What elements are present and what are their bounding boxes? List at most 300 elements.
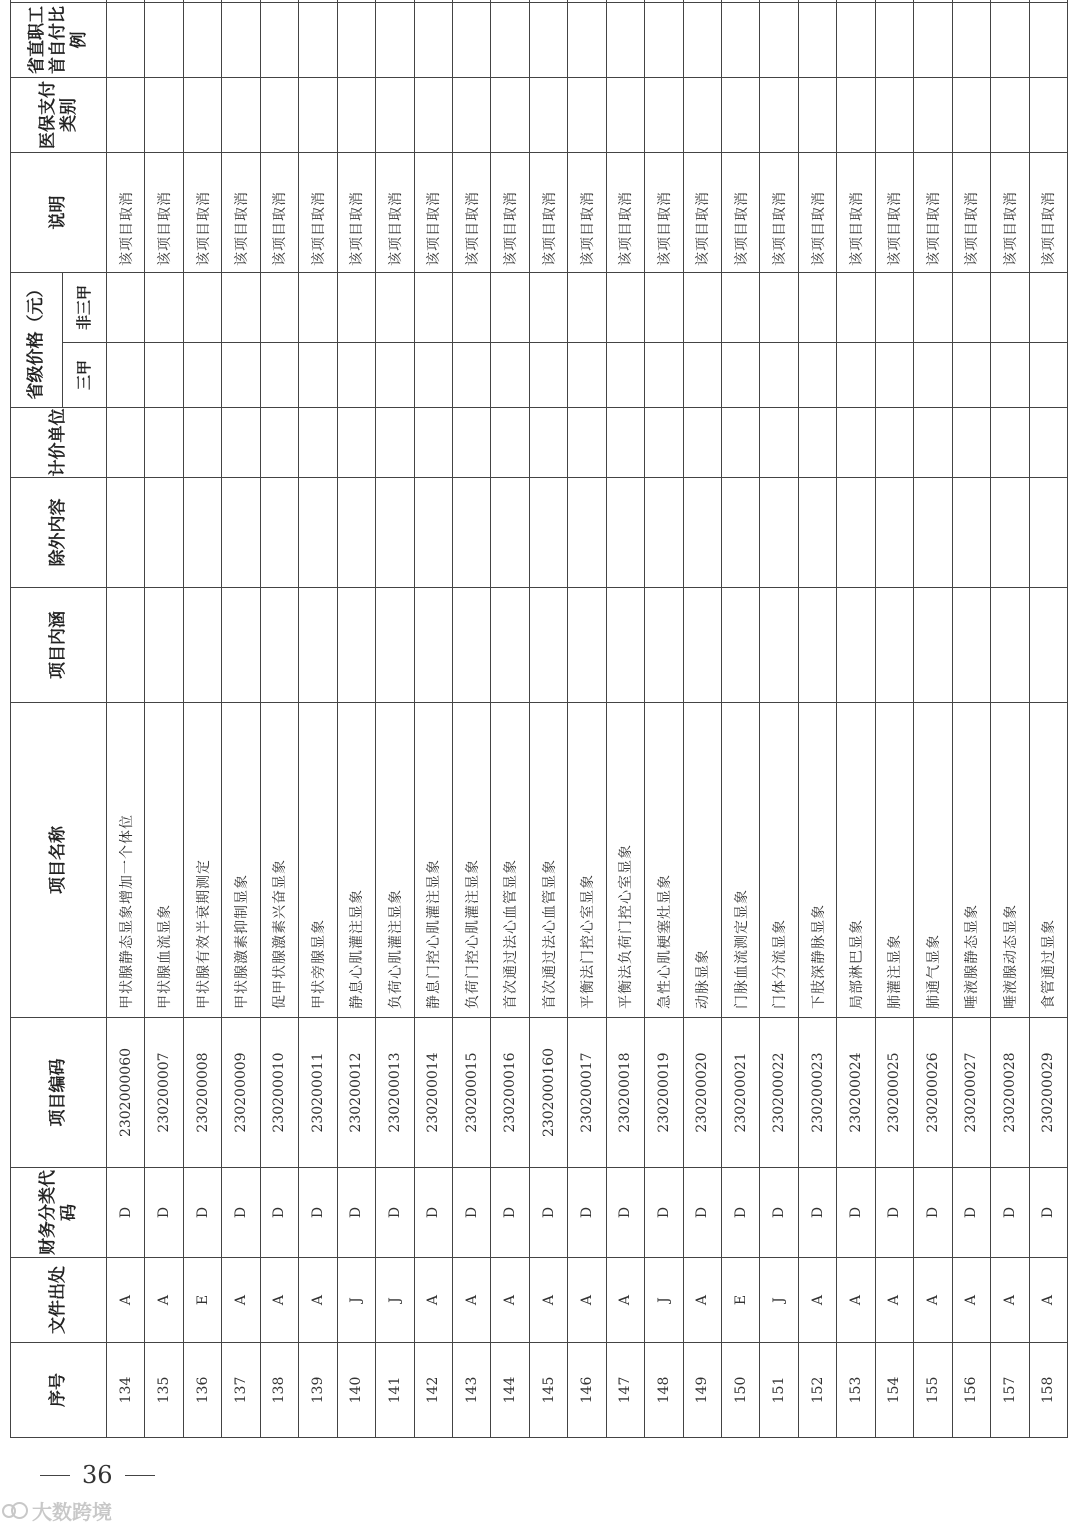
cell-remarks xyxy=(260,0,298,3)
cell-unit xyxy=(914,408,952,478)
cell-unit xyxy=(722,408,760,478)
cell-exclusions xyxy=(760,478,798,588)
cell-item-content xyxy=(683,588,721,703)
cell-exclusions xyxy=(107,478,145,588)
cell-remarks xyxy=(1029,0,1068,3)
cell-item-content xyxy=(414,588,452,703)
cell-remarks xyxy=(107,0,145,3)
cell-remarks xyxy=(645,0,683,3)
cell-item-name: 肺灌注显象 xyxy=(875,703,913,1018)
cell-source: A xyxy=(299,1258,337,1343)
cell-description: 该项目取消 xyxy=(606,153,644,273)
cell-unit xyxy=(414,408,452,478)
cell-unit xyxy=(683,408,721,478)
cell-item-content xyxy=(645,588,683,703)
cell-item-name: 负荷门控心肌灌注显象 xyxy=(452,703,490,1018)
cell-item-code: 230200028 xyxy=(991,1018,1029,1168)
cell-unit xyxy=(798,408,836,478)
cell-unit xyxy=(606,408,644,478)
cell-self-pay-ratio xyxy=(837,3,875,78)
cell-exclusions xyxy=(260,478,298,588)
cell-item-code: 230200024 xyxy=(837,1018,875,1168)
cell-self-pay-ratio xyxy=(645,3,683,78)
cell-finance-code: D xyxy=(452,1168,490,1258)
cell-item-code: 230200008 xyxy=(183,1018,221,1168)
cell-insurance-category xyxy=(183,78,221,153)
cell-unit xyxy=(837,408,875,478)
table-row xyxy=(875,0,913,1438)
cell-item-name: 局部淋巴显象 xyxy=(837,703,875,1018)
cell-insurance-category xyxy=(952,78,990,153)
rotated-price-table xyxy=(10,8,1068,1438)
table-row xyxy=(222,0,260,1438)
cell-self-pay-ratio xyxy=(145,3,183,78)
cell-unit xyxy=(107,408,145,478)
cell-source: J xyxy=(760,1258,798,1343)
cell-unit xyxy=(452,408,490,478)
cell-item-name: 门脉血流测定显象 xyxy=(722,703,760,1018)
page-number-dash-right xyxy=(125,1475,155,1476)
cell-item-content xyxy=(222,588,260,703)
cell-insurance-category xyxy=(837,78,875,153)
cell-item-name: 食管通过显象 xyxy=(1029,703,1068,1018)
header-remarks xyxy=(11,0,107,3)
cell-description: 该项目取消 xyxy=(183,153,221,273)
table-row xyxy=(914,0,952,1438)
cell-remarks xyxy=(875,0,913,3)
cell-seq: 158 xyxy=(1029,1343,1068,1438)
cell-item-name: 甲状腺静态显象增加一个体位 xyxy=(107,703,145,1018)
cell-description: 该项目取消 xyxy=(1029,153,1068,273)
cell-description: 该项目取消 xyxy=(376,153,414,273)
cell-exclusions xyxy=(683,478,721,588)
cell-unit xyxy=(222,408,260,478)
cell-price-grade3a xyxy=(568,343,606,408)
cell-remarks xyxy=(837,0,875,3)
table-row xyxy=(414,0,452,1438)
cell-seq: 147 xyxy=(606,1343,644,1438)
cell-self-pay-ratio xyxy=(107,3,145,78)
table-row xyxy=(798,0,836,1438)
cell-finance-code: D xyxy=(875,1168,913,1258)
cell-item-name: 唾液腺静态显象 xyxy=(952,703,990,1018)
cell-seq: 135 xyxy=(145,1343,183,1438)
cell-insurance-category xyxy=(260,78,298,153)
cell-price-non3a xyxy=(529,273,567,343)
cell-exclusions xyxy=(991,478,1029,588)
cell-description: 该项目取消 xyxy=(798,153,836,273)
cell-self-pay-ratio xyxy=(991,3,1029,78)
cell-description: 该项目取消 xyxy=(568,153,606,273)
cell-remarks xyxy=(991,0,1029,3)
cell-item-code: 2302000160 xyxy=(529,1018,567,1168)
header-price-grade3a: 三甲 xyxy=(63,343,107,408)
cell-remarks xyxy=(722,0,760,3)
cell-exclusions xyxy=(798,478,836,588)
cell-finance-code: D xyxy=(645,1168,683,1258)
cell-insurance-category xyxy=(875,78,913,153)
cell-remarks xyxy=(414,0,452,3)
cell-source: A xyxy=(568,1258,606,1343)
cell-finance-code: D xyxy=(914,1168,952,1258)
cell-self-pay-ratio xyxy=(568,3,606,78)
cell-remarks xyxy=(568,0,606,3)
cell-unit xyxy=(491,408,529,478)
cell-exclusions xyxy=(529,478,567,588)
cell-price-grade3a xyxy=(683,343,721,408)
cell-self-pay-ratio xyxy=(683,3,721,78)
cell-self-pay-ratio xyxy=(260,3,298,78)
cell-item-name: 首次通过法心血管显象 xyxy=(529,703,567,1018)
cell-item-content xyxy=(914,588,952,703)
cell-description: 该项目取消 xyxy=(260,153,298,273)
cell-item-code: 230200009 xyxy=(222,1018,260,1168)
cell-seq: 149 xyxy=(683,1343,721,1438)
cell-insurance-category xyxy=(1029,78,1068,153)
cell-price-grade3a xyxy=(260,343,298,408)
cell-item-name: 首次通过法心血管显象 xyxy=(491,703,529,1018)
cell-remarks xyxy=(606,0,644,3)
cell-seq: 136 xyxy=(183,1343,221,1438)
cell-seq: 142 xyxy=(414,1343,452,1438)
cell-insurance-category xyxy=(568,78,606,153)
table-row xyxy=(606,0,644,1438)
cell-insurance-category xyxy=(222,78,260,153)
cell-seq: 138 xyxy=(260,1343,298,1438)
cell-description: 该项目取消 xyxy=(760,153,798,273)
cell-insurance-category xyxy=(491,78,529,153)
table-row xyxy=(107,0,145,1438)
cell-seq: 157 xyxy=(991,1343,1029,1438)
cell-exclusions xyxy=(145,478,183,588)
cell-item-code: 230200022 xyxy=(760,1018,798,1168)
cell-price-grade3a xyxy=(914,343,952,408)
cell-item-name: 动脉显象 xyxy=(683,703,721,1018)
cell-unit xyxy=(952,408,990,478)
cell-item-code: 230200016 xyxy=(491,1018,529,1168)
cell-item-code: 230200010 xyxy=(260,1018,298,1168)
cell-description: 该项目取消 xyxy=(914,153,952,273)
cell-item-content xyxy=(183,588,221,703)
cell-self-pay-ratio xyxy=(452,3,490,78)
cell-price-non3a xyxy=(145,273,183,343)
cell-source: A xyxy=(414,1258,452,1343)
cell-item-content xyxy=(145,588,183,703)
cell-insurance-category xyxy=(991,78,1029,153)
cell-finance-code: D xyxy=(722,1168,760,1258)
cell-seq: 137 xyxy=(222,1343,260,1438)
cell-price-grade3a xyxy=(760,343,798,408)
cell-insurance-category xyxy=(299,78,337,153)
header-price-non3a: 非三甲 xyxy=(63,273,107,343)
cell-item-name: 甲状腺血流显象 xyxy=(145,703,183,1018)
header-finance-code: 财务分类代码 xyxy=(11,1168,107,1258)
cell-item-content xyxy=(107,588,145,703)
cell-source: A xyxy=(107,1258,145,1343)
cell-item-name: 唾液腺动态显象 xyxy=(991,703,1029,1018)
cell-item-code: 230200012 xyxy=(337,1018,375,1168)
cell-finance-code: D xyxy=(991,1168,1029,1258)
table-row xyxy=(529,0,567,1438)
cell-exclusions xyxy=(183,478,221,588)
cell-price-grade3a xyxy=(452,343,490,408)
cell-item-name: 平衡法负荷门控心室显象 xyxy=(606,703,644,1018)
cell-source: A xyxy=(145,1258,183,1343)
cell-source: E xyxy=(183,1258,221,1343)
cell-exclusions xyxy=(952,478,990,588)
table-row xyxy=(337,0,375,1438)
table-row xyxy=(299,0,337,1438)
cell-item-code: 230200020 xyxy=(683,1018,721,1168)
table-row xyxy=(837,0,875,1438)
cell-seq: 154 xyxy=(875,1343,913,1438)
cell-exclusions xyxy=(837,478,875,588)
cell-item-content xyxy=(491,588,529,703)
cell-item-content xyxy=(875,588,913,703)
cell-insurance-category xyxy=(452,78,490,153)
cell-price-grade3a xyxy=(606,343,644,408)
cell-item-content xyxy=(376,588,414,703)
cell-item-code: 230200007 xyxy=(145,1018,183,1168)
cell-self-pay-ratio xyxy=(222,3,260,78)
cell-insurance-category xyxy=(606,78,644,153)
cell-remarks xyxy=(683,0,721,3)
cell-price-non3a xyxy=(722,273,760,343)
cell-remarks xyxy=(145,0,183,3)
cell-price-grade3a xyxy=(145,343,183,408)
cell-seq: 156 xyxy=(952,1343,990,1438)
cell-price-grade3a xyxy=(645,343,683,408)
cell-remarks xyxy=(491,0,529,3)
cell-item-code: 230200025 xyxy=(875,1018,913,1168)
watermark-text: 大数跨境 xyxy=(32,1499,112,1524)
page-number-dash-left xyxy=(40,1475,70,1476)
table-header xyxy=(11,0,107,1438)
cell-seq: 153 xyxy=(837,1343,875,1438)
cell-unit xyxy=(183,408,221,478)
cell-item-name: 负荷心肌灌注显象 xyxy=(376,703,414,1018)
cell-seq: 143 xyxy=(452,1343,490,1438)
cell-finance-code: D xyxy=(683,1168,721,1258)
cell-unit xyxy=(568,408,606,478)
cell-price-grade3a xyxy=(1029,343,1068,408)
cell-seq: 145 xyxy=(529,1343,567,1438)
cell-item-code: 230200013 xyxy=(376,1018,414,1168)
cell-price-non3a xyxy=(606,273,644,343)
cell-item-name: 甲状旁腺显象 xyxy=(299,703,337,1018)
cell-source: J xyxy=(337,1258,375,1343)
cell-price-grade3a xyxy=(222,343,260,408)
cell-unit xyxy=(875,408,913,478)
cell-price-non3a xyxy=(491,273,529,343)
cell-unit xyxy=(299,408,337,478)
cell-description: 该项目取消 xyxy=(837,153,875,273)
cell-unit xyxy=(337,408,375,478)
cell-price-grade3a xyxy=(837,343,875,408)
cell-remarks xyxy=(760,0,798,3)
cell-source: A xyxy=(452,1258,490,1343)
cell-price-non3a xyxy=(299,273,337,343)
cell-seq: 155 xyxy=(914,1343,952,1438)
cell-item-name: 静息心肌灌注显象 xyxy=(337,703,375,1018)
cell-finance-code: D xyxy=(299,1168,337,1258)
cell-item-code: 230200021 xyxy=(722,1018,760,1168)
cell-exclusions xyxy=(875,478,913,588)
cell-item-code: 2302000060 xyxy=(107,1018,145,1168)
cell-item-content xyxy=(299,588,337,703)
cell-seq: 150 xyxy=(722,1343,760,1438)
cell-item-code: 230200015 xyxy=(452,1018,490,1168)
cell-price-non3a xyxy=(991,273,1029,343)
cell-price-grade3a xyxy=(414,343,452,408)
header-insurance-category: 医保支付类别 xyxy=(11,78,107,153)
cell-finance-code: D xyxy=(337,1168,375,1258)
cell-description: 该项目取消 xyxy=(683,153,721,273)
cell-item-code: 230200017 xyxy=(568,1018,606,1168)
table-row xyxy=(145,0,183,1438)
watermark-logo-icon xyxy=(2,1500,28,1520)
cell-description: 该项目取消 xyxy=(337,153,375,273)
cell-price-non3a xyxy=(952,273,990,343)
cell-price-non3a xyxy=(337,273,375,343)
cell-item-name: 甲状腺激素抑制显象 xyxy=(222,703,260,1018)
header-price-group: 省级价格（元） xyxy=(11,273,63,408)
cell-price-non3a xyxy=(914,273,952,343)
cell-insurance-category xyxy=(760,78,798,153)
cell-price-non3a xyxy=(376,273,414,343)
cell-item-content xyxy=(529,588,567,703)
table-row xyxy=(645,0,683,1438)
cell-description: 该项目取消 xyxy=(875,153,913,273)
table-row xyxy=(491,0,529,1438)
cell-insurance-category xyxy=(645,78,683,153)
cell-exclusions xyxy=(914,478,952,588)
cell-description: 该项目取消 xyxy=(222,153,260,273)
cell-finance-code: D xyxy=(414,1168,452,1258)
cell-price-non3a xyxy=(452,273,490,343)
cell-source: A xyxy=(529,1258,567,1343)
cell-price-grade3a xyxy=(183,343,221,408)
cell-item-content xyxy=(837,588,875,703)
cell-finance-code: D xyxy=(222,1168,260,1258)
header-description: 说明 xyxy=(11,153,107,273)
page-number-text: 36 xyxy=(82,1461,113,1489)
cell-price-grade3a xyxy=(491,343,529,408)
cell-price-non3a xyxy=(798,273,836,343)
cell-self-pay-ratio xyxy=(414,3,452,78)
cell-price-grade3a xyxy=(722,343,760,408)
table-row xyxy=(722,0,760,1438)
cell-finance-code: D xyxy=(760,1168,798,1258)
cell-price-non3a xyxy=(760,273,798,343)
cell-item-name: 静息门控心肌灌注显象 xyxy=(414,703,452,1018)
cell-insurance-category xyxy=(914,78,952,153)
cell-self-pay-ratio xyxy=(760,3,798,78)
cell-description: 该项目取消 xyxy=(722,153,760,273)
cell-finance-code: D xyxy=(568,1168,606,1258)
header-seq: 序号 xyxy=(11,1343,107,1438)
cell-price-non3a xyxy=(683,273,721,343)
header-item-content: 项目内涵 xyxy=(11,588,107,703)
cell-finance-code: D xyxy=(798,1168,836,1258)
cell-remarks xyxy=(299,0,337,3)
cell-item-code: 230200029 xyxy=(1029,1018,1068,1168)
cell-self-pay-ratio xyxy=(337,3,375,78)
cell-item-content xyxy=(952,588,990,703)
header-unit: 计价单位 xyxy=(11,408,107,478)
cell-description: 该项目取消 xyxy=(414,153,452,273)
cell-remarks xyxy=(914,0,952,3)
cell-source: A xyxy=(914,1258,952,1343)
cell-description: 该项目取消 xyxy=(299,153,337,273)
table-row xyxy=(568,0,606,1438)
cell-exclusions xyxy=(722,478,760,588)
cell-finance-code: D xyxy=(837,1168,875,1258)
cell-remarks xyxy=(952,0,990,3)
cell-price-non3a xyxy=(1029,273,1068,343)
table-row xyxy=(991,0,1029,1438)
cell-item-content xyxy=(452,588,490,703)
cell-self-pay-ratio xyxy=(798,3,836,78)
cell-item-code: 230200011 xyxy=(299,1018,337,1168)
cell-unit xyxy=(1029,408,1068,478)
cell-price-non3a xyxy=(107,273,145,343)
cell-source: A xyxy=(798,1258,836,1343)
cell-finance-code: D xyxy=(376,1168,414,1258)
header-self-pay-ratio: 省直职工首自付比例 xyxy=(11,3,107,78)
cell-description: 该项目取消 xyxy=(491,153,529,273)
cell-finance-code: D xyxy=(183,1168,221,1258)
cell-price-non3a xyxy=(645,273,683,343)
cell-source: J xyxy=(645,1258,683,1343)
cell-remarks xyxy=(452,0,490,3)
cell-insurance-category xyxy=(337,78,375,153)
cell-finance-code: D xyxy=(491,1168,529,1258)
cell-exclusions xyxy=(414,478,452,588)
cell-item-name: 促甲状腺激素兴奋显象 xyxy=(260,703,298,1018)
cell-exclusions xyxy=(337,478,375,588)
cell-seq: 144 xyxy=(491,1343,529,1438)
cell-item-name: 急性心肌梗塞灶显象 xyxy=(645,703,683,1018)
cell-item-content xyxy=(260,588,298,703)
cell-description: 该项目取消 xyxy=(952,153,990,273)
cell-price-grade3a xyxy=(299,343,337,408)
cell-finance-code: D xyxy=(107,1168,145,1258)
table-row xyxy=(683,0,721,1438)
cell-insurance-category xyxy=(376,78,414,153)
page-number xyxy=(40,1460,200,1490)
header-source: 文件出处 xyxy=(11,1258,107,1343)
cell-price-grade3a xyxy=(875,343,913,408)
cell-exclusions xyxy=(376,478,414,588)
cell-source: A xyxy=(606,1258,644,1343)
table-body xyxy=(107,0,1068,1438)
cell-source: A xyxy=(683,1258,721,1343)
cell-insurance-category xyxy=(683,78,721,153)
table-row xyxy=(760,0,798,1438)
cell-price-grade3a xyxy=(798,343,836,408)
cell-item-code: 230200023 xyxy=(798,1018,836,1168)
cell-source: E xyxy=(722,1258,760,1343)
cell-item-name: 甲状腺有效半衰期测定 xyxy=(183,703,221,1018)
cell-price-non3a xyxy=(183,273,221,343)
cell-seq: 146 xyxy=(568,1343,606,1438)
cell-self-pay-ratio xyxy=(914,3,952,78)
cell-item-content xyxy=(606,588,644,703)
cell-self-pay-ratio xyxy=(606,3,644,78)
table-row xyxy=(260,0,298,1438)
cell-price-non3a xyxy=(837,273,875,343)
